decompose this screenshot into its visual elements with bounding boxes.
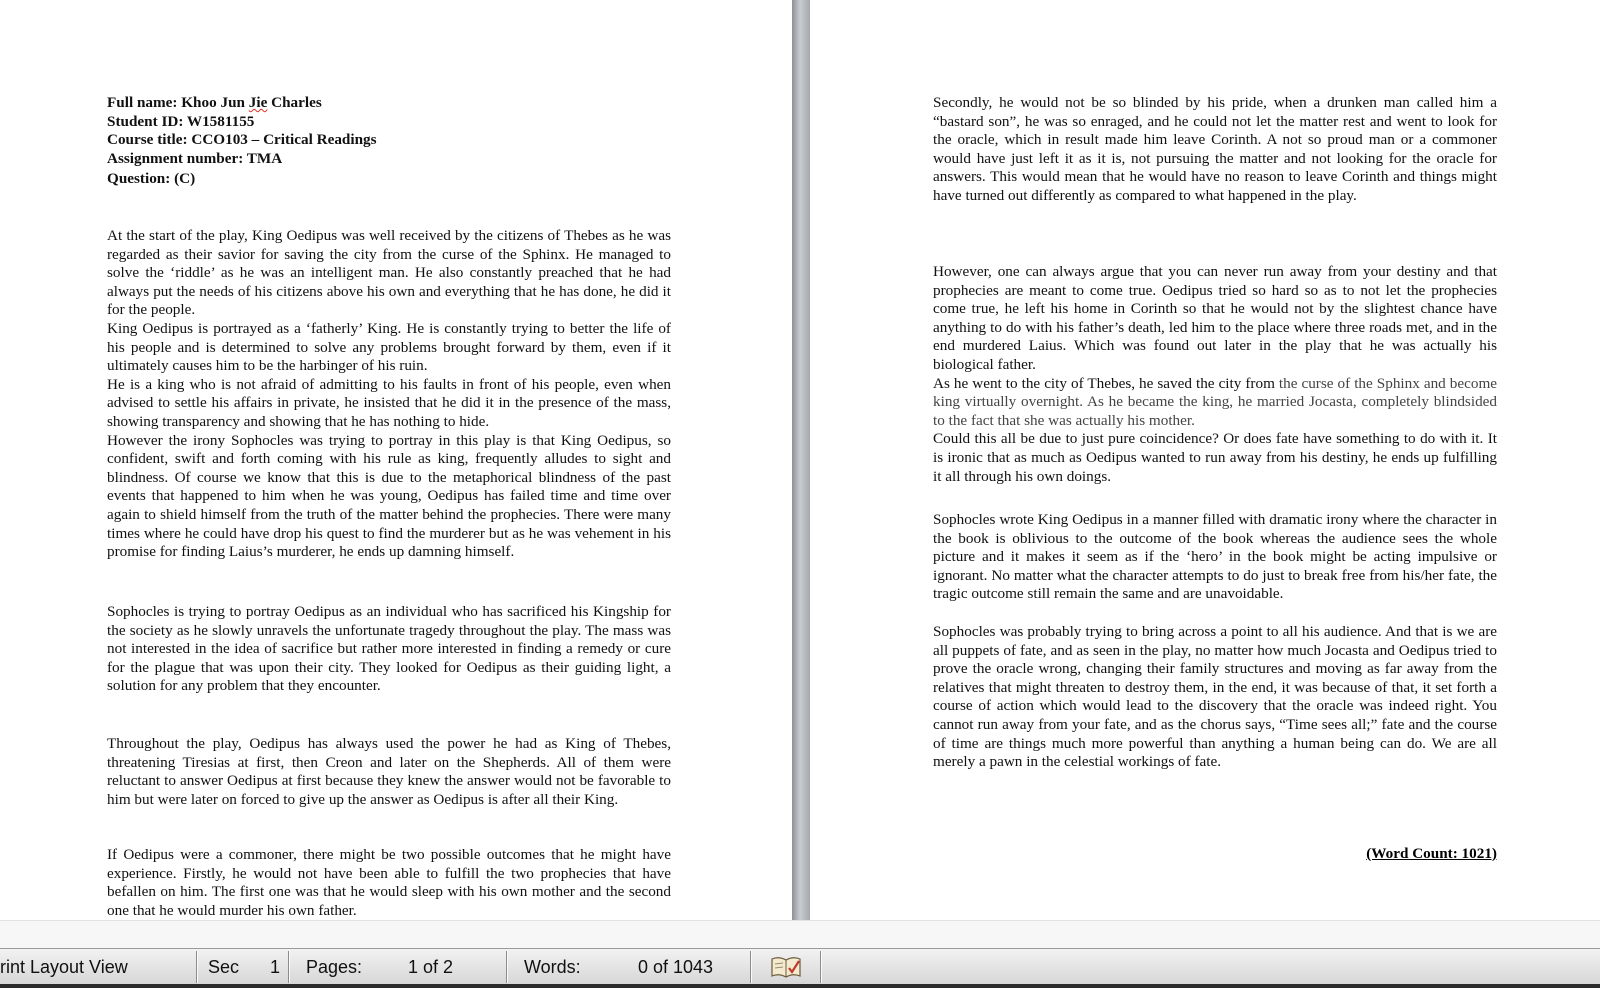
paragraph: At the start of the play, King Oedipus was well received by the citizens of Thebes as he was regarded as their savior for saving the city from the curse of the Sphinx. He managed to solve the ‘riddle’ as he was an intelligent man. He also constantly preached that he had always put the needs of his citizens above his own and everything that he has done, he did it for the people.	[107, 227, 671, 319]
words-label: Words:	[524, 957, 581, 977]
status-divider	[196, 951, 197, 983]
left-body-4	[107, 846, 671, 920]
question-line: Question: (C)	[107, 170, 196, 188]
words-value[interactable]: 0 of 1043	[638, 957, 714, 977]
window-edge	[0, 984, 1600, 988]
paragraph: Could this all be due to just pure coincidence? Or does fate have something to do with it. It is ironic that as much as Oedipus wanted to run away from his destiny, he ends up fulfilling it all through his own doings.	[933, 430, 1497, 485]
paragraph-part: the curse of the Sphinx and become king virtually overnight. As he became the king, he married Jocasta, completely blindsided to the fact that she was actually his mother.	[933, 374, 1498, 429]
status-bar	[0, 948, 1600, 985]
student-header	[107, 94, 671, 189]
paragraph: Throughout the play, Oedipus has always used the power he had as King of Thebes, threatening Tiresias at first, then Creon and later on the Shepherds. All of them were reluctant to answer Oedipus at first because they knew the answer would not be favorable to him but were later on forced to give up the answer as Oedipus is after all their King.	[107, 735, 671, 808]
book-check-icon[interactable]	[770, 955, 802, 979]
left-body	[107, 227, 671, 562]
paragraph: He is a king who is not afraid of admitting to his faults in front of his people, even when advised to settle his affairs in private, he insisted that he did it in the presence of the mass, showing transparency and showing that he has nothing to hide.	[107, 375, 671, 430]
section-label: Sec	[208, 957, 240, 977]
right-body-1	[933, 94, 1497, 206]
pages-value: 1 of 2	[408, 957, 454, 977]
document-page-2[interactable]	[810, 0, 1600, 920]
status-divider	[288, 951, 289, 983]
view-mode-label[interactable]: rint Layout View	[0, 957, 128, 977]
misspelled-word[interactable]: Jie	[248, 94, 268, 111]
status-divider	[506, 951, 507, 983]
page-divider	[792, 0, 810, 920]
pages-label: Pages:	[306, 957, 363, 977]
status-divider	[820, 951, 821, 983]
course-title-line: Course title: CCO103 – Critical Readings	[107, 131, 377, 149]
document-page-1[interactable]	[0, 0, 792, 920]
paragraph: King Oedipus is portrayed as a ‘fatherly’ King. He is constantly trying to better the life of his people and is determined to solve any problems brought forward by them, even if it ultimately causes him to be the harbinger of his ruin.	[107, 319, 671, 375]
horizontal-scroll-area[interactable]	[0, 920, 1600, 949]
paragraph: However, one can always argue that you can never run away from your destiny and that prophecies are meant to come true. Oedipus tried so hard so as to not let the prophecies come true, he left his home in Corinth so that he would not by the slightest chance have anything to do with his father’s death, led him to the place where three roads met, and in the end murdered Laius. Which was found out later in the play that he was actually his biological father.	[933, 263, 1497, 373]
paragraph: However the irony Sophocles was trying to portray in this play is that King Oedipus, so confident, swift and forth coming with his rule as king, frequently alludes to sight and blindness. Of course we know that this is due to the metaphorical blindness of the past events that happened to him when he was young, Oedipus has failed time and time over again to shield himself from the truth of the matter behind the prophecies. There were many times where he could have drop his quest to find the murderer but as he was vehement in his promise for finding Laius’s murderer, he ends up damning himself.	[107, 431, 671, 561]
right-body-2	[933, 263, 1497, 486]
right-body-3	[933, 511, 1497, 604]
paragraph-part: As he went to the city of Thebes, he saved the city from	[933, 374, 1279, 392]
word-count-label: (Word Count: 1021)	[1366, 845, 1497, 862]
student-id-line: Student ID: W1581155	[107, 112, 255, 130]
section-value: 1	[270, 957, 281, 977]
paragraph: Sophocles wrote King Oedipus in a manner filled with dramatic irony where the character in the book is oblivious to the outcome of the book whereas the audience sees the whole picture and it makes it seem as if the ‘hero’ in the book might be acting impulsive or ignorant. No matter what the character attempts to do just to break free from his/her fate, the tragic outcome still remain the same and are unavoidable.	[933, 511, 1497, 603]
left-body-2	[107, 603, 671, 696]
status-divider	[750, 951, 751, 983]
right-body-4	[933, 623, 1497, 772]
paragraph: Sophocles is trying to portray Oedipus as an individual who has sacrificed his Kingship for the society as he slowly unravels the unfortunate tragedy throughout the play. The mass was not interested in the idea of sacrifice but rather more interested in finding a remedy or cure for the plague that was upon their city. They looked for Oedipus as their guiding light, a solution for any problem that they encounter.	[107, 603, 671, 695]
paragraph: Sophocles was probably trying to bring across a point to all his audience. And that is we are all puppets of fate, and as seen in the play, no matter how much Jocasta and Oedipus tried to prove the oracle wrong, changing their family structures and moving as far away from the relatives that might threaten to destroy them, in the end, it was because of that, it set forth a course of action which would lead to the discovery that the oracle was indeed right. You cannot run away from your fate, and as the chorus says, “Time sees all;” fate and the course of time are things much more powerful than anything a human being can do. We are all merely a pawn in the celestial workings of fate.	[933, 623, 1497, 771]
left-body-3	[107, 735, 671, 809]
paragraph: Secondly, he would not be so blinded by his pride, when a drunken man called him a “bastard son”, he was so enraged, and he could not let the matter rest and went to look for the oracle, which in result made him leave Corinth. A not so proud man or a commoner would have just left it as it is, not pursuing the matter and not looking for the oracle for answers. This would mean that he would have no reason to leave Corinth and things might have turned out differently as compared to what happened in the play.	[933, 94, 1497, 204]
full-name-line: Full name: Khoo Jun Jie Charles	[107, 94, 322, 111]
assignment-line: Assignment number: TMA	[107, 149, 283, 167]
paragraph: If Oedipus were a commoner, there might be two possible outcomes that he might have experience. Firstly, he would not have been able to fulfill the two prophecies that have befallen on him. The first one was that he would sleep with his own mother and the second one that he would murder his own father.	[107, 846, 671, 919]
paragraph	[933, 375, 1497, 431]
